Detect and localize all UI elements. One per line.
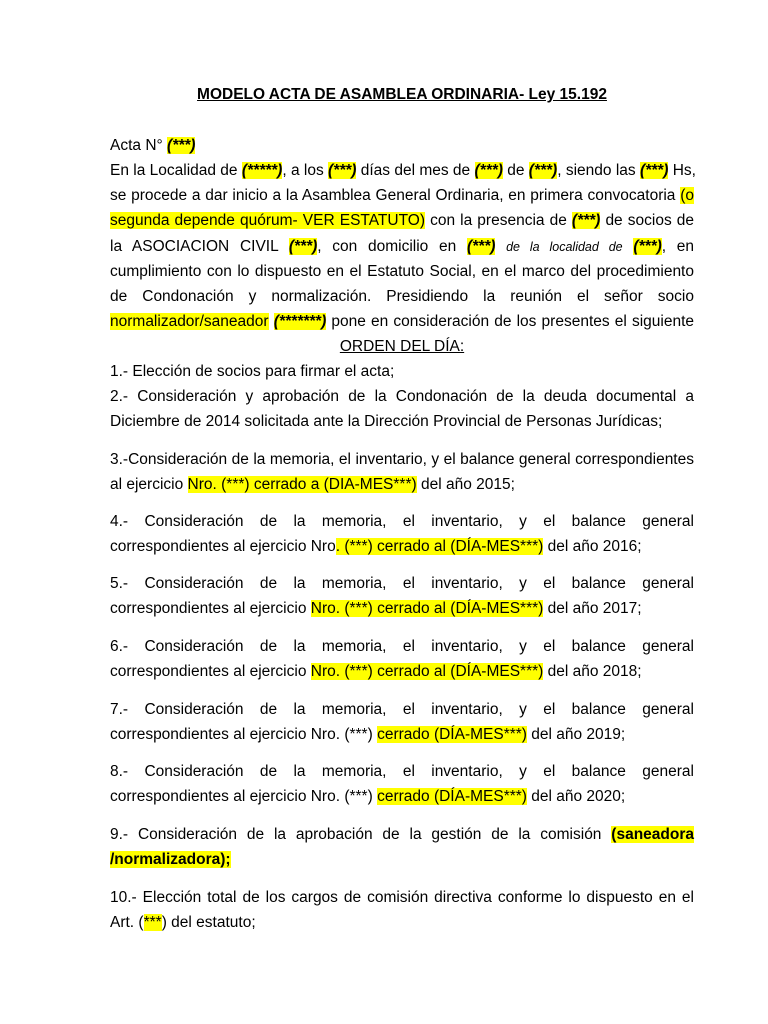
month-placeholder: (***)	[474, 162, 503, 179]
acta-label: Acta N°	[110, 137, 163, 154]
item-5-line-1: 5.- Consideración de la memoria, el inventario, y el balance general	[110, 575, 694, 592]
hour-placeholder: (***)	[639, 162, 669, 179]
item-9-line-2: /normalizadora);	[110, 851, 231, 868]
item-3-line-2: al ejercicio Nro. (***) cerrado a (DIA-MES***) del año 2015;	[110, 476, 515, 493]
orden-heading: ORDEN DEL DÍA:	[339, 338, 465, 355]
day-placeholder: (***)	[328, 162, 357, 179]
intro-line-5: cumplimiento con lo dispuesto en el Estatuto Social, en el marco del procedimiento	[110, 263, 694, 280]
intro-line-1: En la Localidad de (*****), a los (***) días del mes de (***) de (***), siendo las (***) Hs,	[110, 162, 696, 179]
item-5-line-2: correspondientes al ejercicio Nro. (***) cerrado al (DÍA-MES***) del año 2017;	[110, 600, 642, 617]
item-4-line-2: correspondientes al ejercicio Nro. (***) cerrado al (DÍA-MES***) del año 2016;	[110, 538, 642, 555]
item-10-line-1: 10.- Elección total de los cargos de comisión directiva conforme lo dispuesto en el	[110, 889, 694, 906]
socios-count-placeholder: (***)	[571, 212, 601, 229]
asociacion-placeholder: (***)	[288, 238, 318, 255]
item-8-line-2: correspondientes al ejercicio Nro. (***) cerrado (DÍA-MES***) del año 2020;	[110, 788, 626, 805]
domicilio-placeholder: (***)	[466, 238, 496, 255]
item-7-line-2: correspondientes al ejercicio Nro. (***) cerrado (DÍA-MES***) del año 2019;	[110, 726, 626, 743]
intro-line-2: se procede a dar inicio a la Asamblea General Ordinaria, en primera convocatoria (o	[110, 187, 694, 204]
acta-number-placeholder: (***)	[167, 137, 196, 154]
item-3-line-1: 3.-Consideración de la memoria, el inventario, y el balance general correspondientes	[110, 451, 694, 468]
item-9-line-1: 9.- Consideración de la aprobación de la gestión de la comisión (saneadora	[110, 826, 694, 843]
item-10-line-2: Art. (***) del estatuto;	[110, 914, 256, 931]
year-placeholder: (***)	[528, 162, 558, 179]
item-6-line-2: correspondientes al ejercicio Nro. (***) cerrado al (DÍA-MES***) del año 2018;	[110, 663, 642, 680]
item-2-line-1: 2.- Consideración y aprobación de la Condonación de la deuda documental a	[110, 388, 694, 405]
item-8-line-1: 8.- Consideración de la memoria, el inventario, y el balance general	[110, 763, 694, 780]
intro-line-4: la ASOCIACION CIVIL (***), con domicilio en (***) de la localidad de (***), en	[110, 238, 695, 255]
item-2-line-2: Diciembre de 2014 solicitada ante la Dirección Provincial de Personas Jurídicas;	[110, 413, 663, 430]
locality-placeholder: (*****)	[241, 162, 283, 179]
intro-line-6: de Condonación y normalización. Presidiendo la reunión el señor socio	[110, 288, 694, 305]
item-7-line-1: 7.- Consideración de la memoria, el inventario, y el balance general	[110, 701, 694, 718]
intro-line-3: segunda depende quórum- VER ESTATUTO) con la presencia de (***) de socios de	[110, 212, 695, 229]
document-title: MODELO ACTA DE ASAMBLEA ORDINARIA- Ley 15.192	[197, 86, 607, 103]
item-6-line-1: 6.- Consideración de la memoria, el inventario, y el balance general	[110, 638, 694, 655]
socio-placeholder: (*******)	[273, 313, 327, 330]
item-1: 1.- Elección de socios para firmar el acta;	[110, 363, 395, 380]
item-4-line-1: 4.- Consideración de la memoria, el inventario, y el balance general	[110, 513, 694, 530]
acta-number-line	[110, 136, 694, 155]
localidad-placeholder: (***)	[633, 238, 662, 255]
intro-line-7: normalizador/saneador (*******) pone en consideración de los presentes el siguiente	[110, 313, 695, 330]
